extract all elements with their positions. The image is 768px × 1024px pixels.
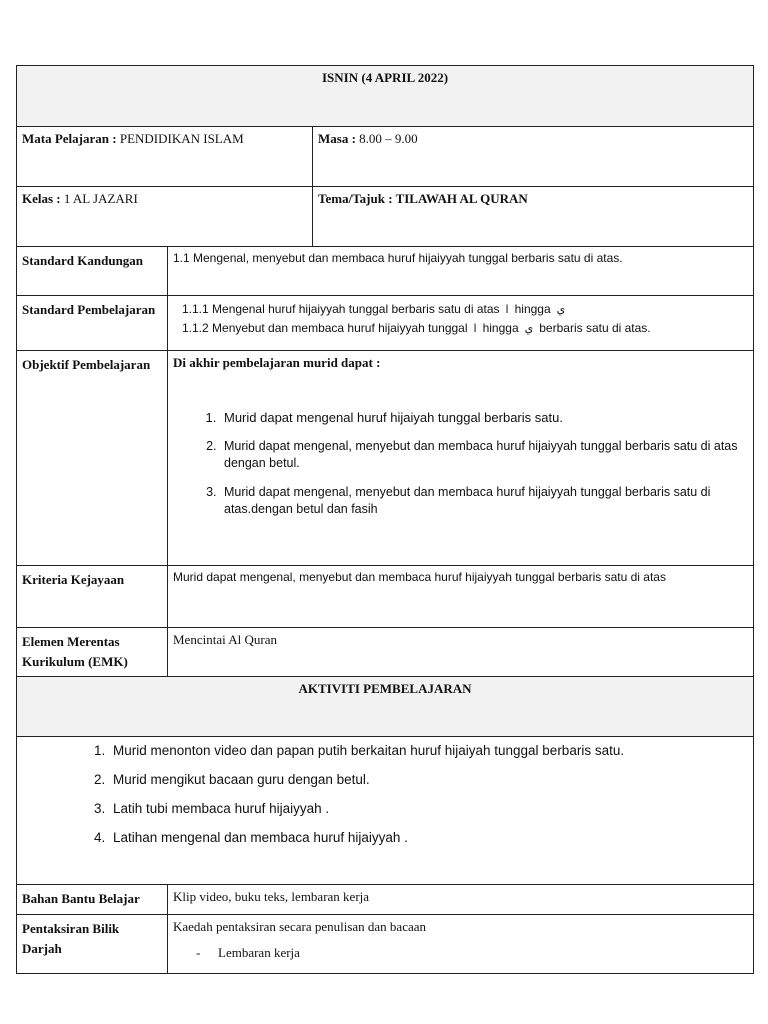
dash-bullet: - (196, 945, 201, 960)
objektif-label: Objektif Pembelajaran (17, 351, 168, 566)
aktiviti-list (22, 741, 748, 847)
emk-label: Elemen Merentas Kurikulum (EMK) (17, 628, 168, 677)
theme-cell (313, 187, 754, 247)
standard-pembelajaran-label: Standard Pembelajaran (17, 296, 168, 351)
pentaksiran-bullet-text: Lembaran kerja (218, 945, 300, 960)
bbb-value: Klip video, buku teks, lembaran kerja (168, 885, 754, 915)
bbb-label: Bahan Bantu Belajar (17, 885, 168, 915)
aktiviti-heading: AKTIVITI PEMBELAJARAN (17, 677, 754, 737)
time-value: 8.00 – 9.00 (359, 131, 418, 146)
theme-value: TILAWAH AL QURAN (395, 191, 528, 206)
list-item (196, 945, 748, 961)
lesson-plan-page (16, 65, 753, 974)
pentaksiran-cell (168, 915, 754, 974)
class-label: Kelas : (22, 191, 64, 206)
pentaksiran-list (196, 945, 748, 961)
class-value: 1 AL JAZARI (63, 191, 138, 206)
sp2-from-letter: ا (473, 322, 477, 335)
sp1-to-letter: ي (556, 303, 566, 316)
subject-label: Mata Pelajaran : (22, 131, 120, 146)
list-item: 3. Murid dapat mengenal, menyebut dan membaca huruf hijaiyyah tunggal berbaris satu di atas.dengan betul dan fasih (220, 484, 748, 518)
sp2-text: 1.1.2 Menyebut dan membaca huruf hijaiyyah tunggal (182, 321, 468, 335)
objektif-intro: Di akhir pembelajaran murid dapat : (173, 355, 381, 370)
objektif-row (17, 351, 754, 566)
list-item: 4. Latihan mengenal dan membaca huruf hijaiyyah . (109, 828, 748, 847)
time-cell (313, 127, 754, 187)
class-row (17, 187, 754, 247)
objektif-list (173, 409, 748, 518)
list-item: 2. Murid dapat mengenal, menyebut dan membaca huruf hijaiyyah tunggal berbaris satu di atas dengan betul. (220, 438, 748, 472)
list-item: 3. Latih tubi membaca huruf hijaiyyah . (109, 799, 748, 818)
list-item: 1. Murid menonton video dan papan putih berkaitan huruf hijaiyah tunggal berbaris satu. (109, 741, 748, 760)
sp1-text: 1.1.1 Mengenal huruf hijaiyyah tunggal berbaris satu di atas (182, 302, 500, 316)
sp1-from-letter: ا (505, 303, 509, 316)
bbb-row (17, 885, 754, 915)
sp2-to-letter: ي (524, 322, 534, 335)
list-item: 1. Murid dapat mengenal huruf hijaiyah tunggal berbaris satu. (220, 409, 748, 426)
subject-row (17, 127, 754, 187)
standard-pembelajaran-line-2 (182, 319, 748, 338)
emk-row (17, 628, 754, 677)
pentaksiran-label: Pentaksiran Bilik Darjah (17, 915, 168, 974)
sp2-mid: hingga (482, 321, 519, 335)
subject-cell (17, 127, 313, 187)
kriteria-row (17, 566, 754, 628)
standard-kandungan-label: Standard Kandungan (17, 247, 168, 296)
sp2-end: berbaris satu di atas. (539, 321, 651, 335)
sp1-mid: hingga (514, 302, 551, 316)
aktiviti-cell (17, 737, 754, 885)
kriteria-label: Kriteria Kejayaan (17, 566, 168, 628)
standard-kandungan-value: 1.1 Mengenal, menyebut dan membaca huruf hijaiyyah tunggal berbaris satu di atas. (168, 247, 754, 296)
emk-value: Mencintai Al Quran (168, 628, 754, 677)
time-label: Masa : (318, 131, 360, 146)
pentaksiran-value: Kaedah pentaksiran secara penulisan dan bacaan (173, 919, 427, 934)
standard-pembelajaran-value (168, 296, 754, 351)
kriteria-value: Murid dapat mengenal, menyebut dan membaca huruf hijaiyyah tunggal berbaris satu di atas (168, 566, 754, 628)
class-cell (17, 187, 313, 247)
standard-pembelajaran-row (17, 296, 754, 351)
lesson-plan-table (16, 65, 754, 974)
day-date-heading: ISNIN (4 APRIL 2022) (17, 66, 754, 127)
header-row (17, 66, 754, 127)
aktiviti-heading-row (17, 677, 754, 737)
list-item: 2. Murid mengikut bacaan guru dengan betul. (109, 770, 748, 789)
standard-pembelajaran-line-1 (182, 300, 748, 319)
subject-value: PENDIDIKAN ISLAM (119, 131, 244, 146)
pentaksiran-row (17, 915, 754, 974)
aktiviti-list-row (17, 737, 754, 885)
theme-label: Tema/Tajuk : (318, 191, 396, 206)
standard-kandungan-row (17, 247, 754, 296)
objektif-cell (168, 351, 754, 566)
